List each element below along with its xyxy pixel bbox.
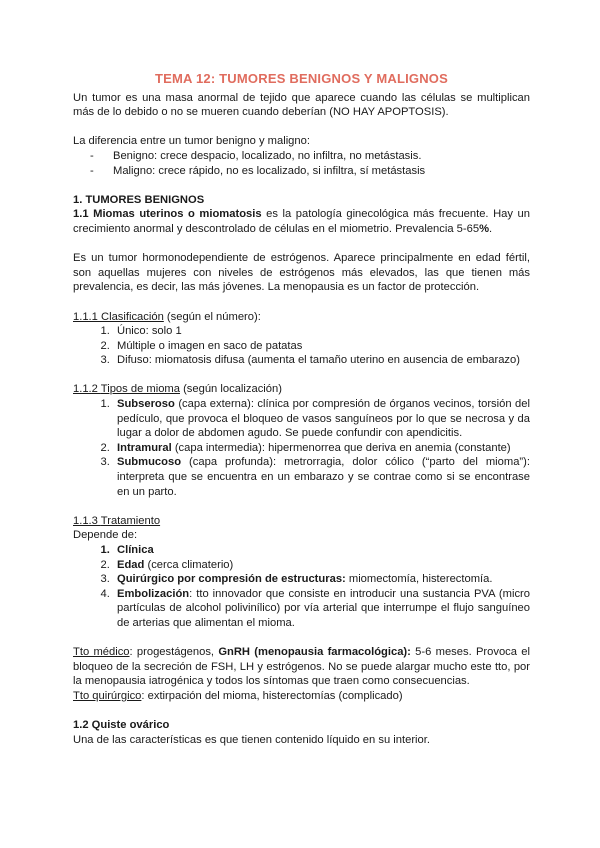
- list-item: 1. Clínica: [113, 543, 530, 558]
- list-item: 3. Quirúrgico por compresión de estructuras: miomectomía, histerectomía.: [113, 572, 530, 587]
- clasificacion-heading: 1.1.1 Clasificación (según el número):: [73, 310, 261, 323]
- quiste-paragraph: Una de las características es que tienen contenido líquido en su interior.: [73, 733, 430, 746]
- list-item: 2. Edad (cerca climaterio): [113, 558, 530, 573]
- tipos-heading: 1.1.2 Tipos de mioma (según localización): [73, 383, 282, 396]
- subsection-number: 1.1: [73, 208, 89, 221]
- clasificacion-list: [73, 324, 530, 368]
- list-item: - Benigno: crece despacio, localizado, no infiltra, no metástasis.: [90, 149, 530, 164]
- tipos-list: [73, 397, 530, 499]
- hormone-paragraph: Es un tumor hormonodependiente de estrógenos. Aparece principalmente en edad fértil, son aquellas mujeres con niveles de estrógenos más elevados, las que tienen más prevalencia, es decir, las más jóvenes. La menopausia es un factor de protección.: [73, 252, 530, 294]
- depende-label: Depende de:: [73, 529, 138, 542]
- list-item: 3. Submucoso (capa profunda): metrorragia, dolor cólico (“parto del mioma”): interpreta que se encuentra en un embarazo y se contrae como si se encontrase en un parto.: [113, 455, 530, 499]
- miomas-term: Miomas uterinos o miomatosis: [93, 208, 262, 221]
- tto-medico-paragraph: Tto médico: progestágenos, GnRH (menopausia farmacológica): 5-6 meses. Provoca el bloqueo de la secreción de FSH, LH y estrógenos. No se puede alargar mucho este tto, por la menopausia iatrogénica y todos los síntomas que traen como consecuencias.: [73, 646, 530, 688]
- page-title: TEMA 12: TUMORES BENIGNOS Y MALIGNOS: [155, 71, 448, 86]
- list-item: 3. Difuso: miomatosis difusa (aumenta el tamaño uterino en ausencia de embarazo): [113, 353, 530, 368]
- tratamiento-heading: 1.1.3 Tratamiento: [73, 514, 161, 527]
- list-item: 1. Subseroso (capa externa): clínica por compresión de órganos vecinos, torsión del pedículo, que provoca el bloqueo de vasos sanguíneos por lo que se necrosa y da lugar a dolor de abdomen agudo. Se puede confundir con apendicitis.: [113, 397, 530, 441]
- list-item: 4. Embolización: tto innovador que consiste en introducir una sustancia PVA (micro partículas de alcohol polivinílico) por vía arterial que interrumpe el flujo sanguíneo de arterias que alimentan el mioma.: [113, 587, 530, 631]
- list-item: - Maligno: crece rápido, no es localizado, si infiltra, sí metástasis: [90, 164, 530, 179]
- section-heading-benignos: 1. TUMORES BENIGNOS: [73, 193, 205, 206]
- tratamiento-list: [73, 543, 530, 631]
- miomas-paragraph: 1.1 Miomas uterinos o miomatosis es la patología ginecológica más frecuente. Hay un crecimiento anormal y descontrolado de células en el miometrio. Prevalencia 5-65%.: [73, 208, 530, 235]
- list-item: 2. Múltiple o imagen en saco de patatas: [113, 339, 530, 354]
- intro-paragraph: Un tumor es una masa anormal de tejido que aparece cuando las células se multiplican más de lo debido o no se mueren cuando deberían (NO HAY APOPTOSIS).: [73, 91, 530, 119]
- list-item: 1. Único: solo 1: [113, 324, 530, 339]
- tto-quirurgico-paragraph: Tto quirúrgico: extirpación del mioma, histerectomías (complicado): [73, 689, 403, 702]
- difference-lead: La diferencia entre un tumor benigno y maligno:: [73, 135, 310, 148]
- list-item: 2. Intramural (capa intermedia): hipermenorrea que deriva en anemia (constante): [113, 441, 530, 456]
- quiste-heading: 1.2 Quiste ovárico: [73, 719, 170, 732]
- difference-list: [73, 149, 530, 178]
